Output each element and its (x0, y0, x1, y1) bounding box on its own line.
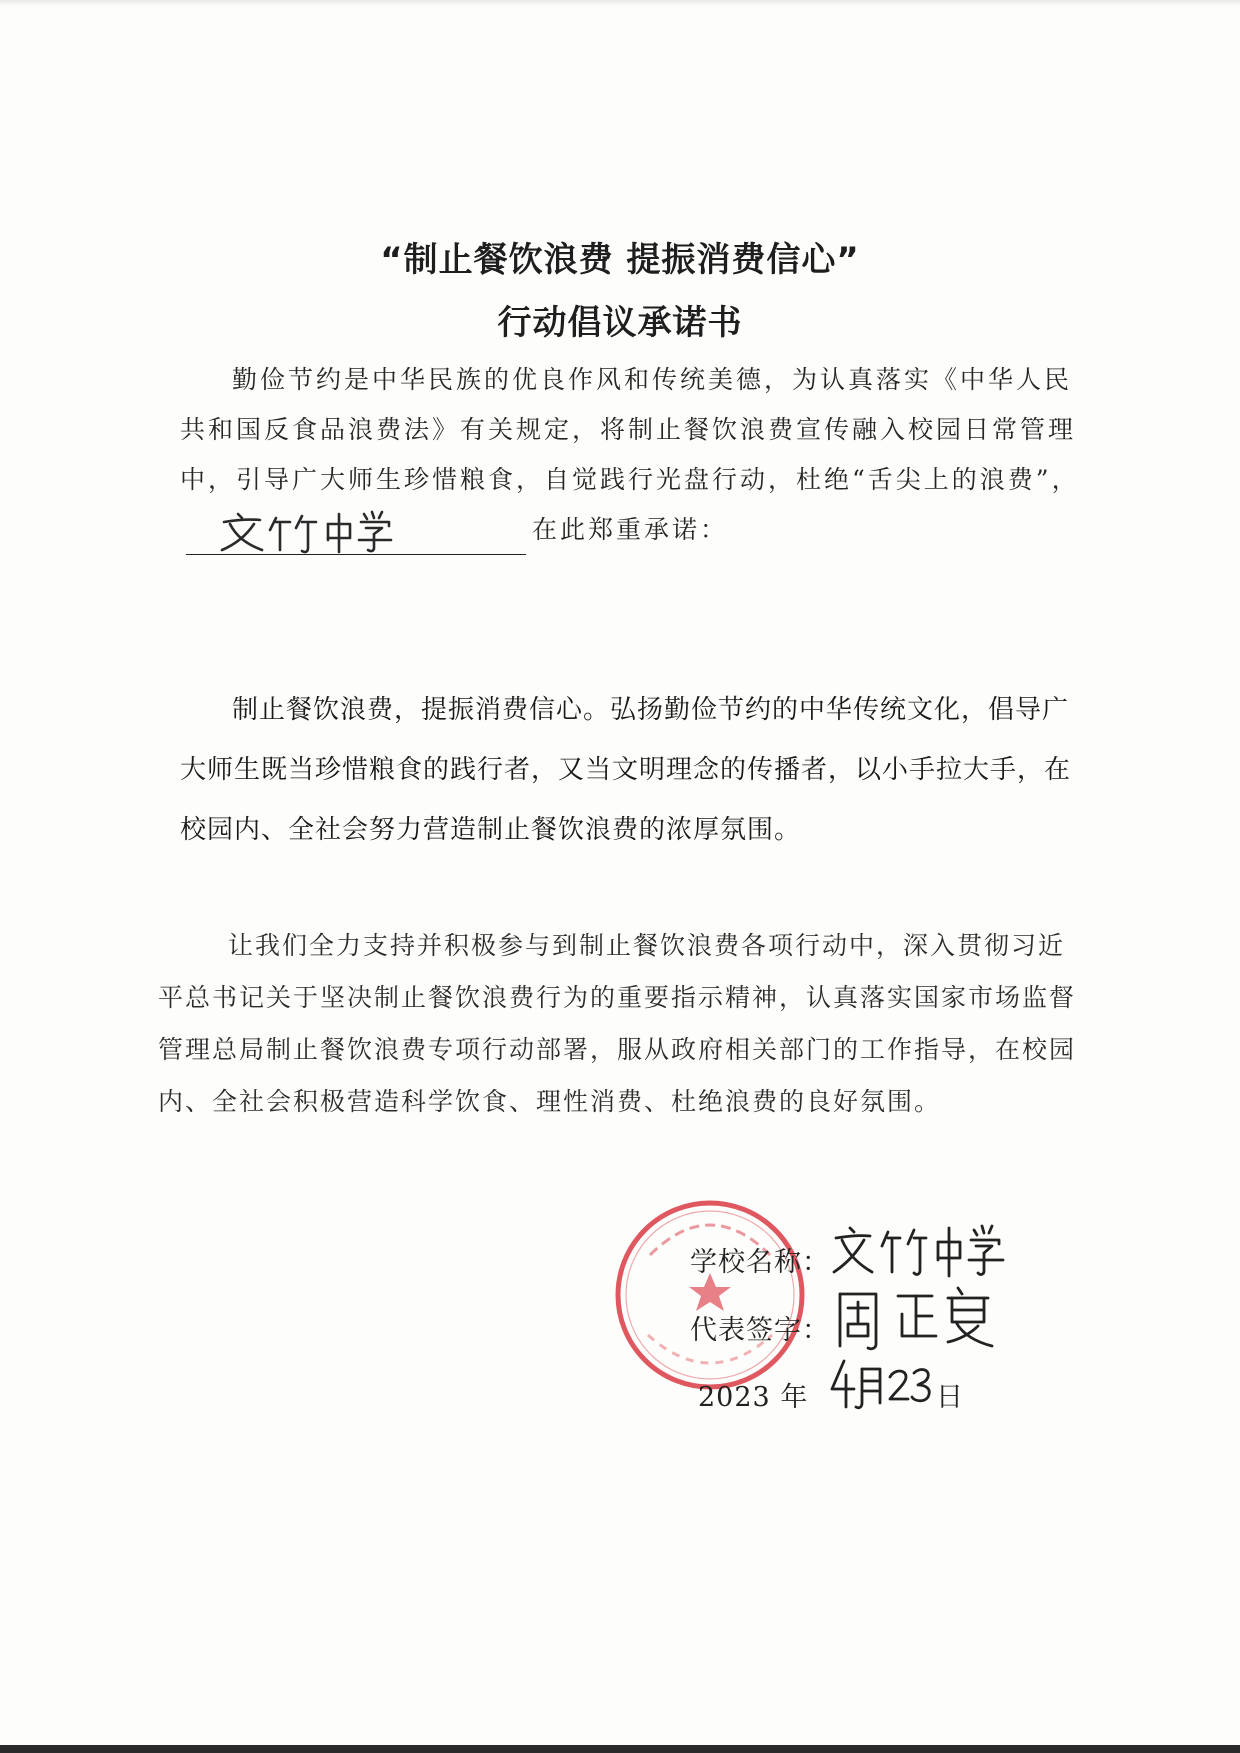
date-year-suffix: 年 (780, 1382, 809, 1413)
representative-label: 代表签字： (690, 1315, 830, 1346)
handwritten-school-name-signature (830, 1220, 1010, 1282)
date-year: 2023 (698, 1382, 771, 1413)
date-row (698, 1375, 964, 1414)
school-name-blank (186, 518, 526, 555)
paragraph-commitment-core (180, 680, 1080, 860)
scan-edge-top (0, 0, 1240, 6)
paragraph-commitment-intro (180, 355, 1080, 555)
document-title-line1: “制止餐饮浪费 提振消费信心” (380, 240, 860, 280)
paragraph1-text-after: 在此郑重承诺： (532, 515, 729, 544)
school-name-row (690, 1240, 830, 1279)
document-title-line2: 行动倡议承诺书 (497, 303, 743, 343)
scan-edge-bottom (0, 1745, 1240, 1753)
paragraph1-text-before: 勤俭节约是中华民族的优良作风和传统美德，为认真落实《中华人民共和国反食品浪费法》有关规定，将制止餐饮浪费宣传融入校园日常管理中，引导广大师生珍惜粮食，自觉践行光盘行动，杜绝“舌尖上的浪费”， (180, 365, 1080, 494)
handwritten-month-day (826, 1355, 936, 1413)
handwritten-school-name (216, 508, 406, 554)
handwritten-representative-signature (828, 1280, 1018, 1354)
representative-row (690, 1308, 830, 1347)
paragraph3-text: 让我们全力支持并积极参与到制止餐饮浪费各项行动中，深入贯彻习近平总书记关于坚决制止餐饮浪费行为的重要指示精神，认真落实国家市场监督管理总局制止餐饮浪费专项行动部署，服从政府相关部门的工作指导，在校园内、全社会积极营造科学饮食、理性消费、杜绝浪费的良好氛围。 (158, 931, 1077, 1116)
date-day-suffix: 日 (936, 1382, 964, 1413)
school-name-label: 学校名称： (690, 1247, 830, 1278)
school-seal-stamp (610, 1195, 810, 1395)
paragraph2-text: 制止餐饮浪费，提振消费信心。弘扬勤俭节约的中华传统文化，倡导广大师生既当珍惜粮食的践行者，又当文明理念的传播者，以小手拉大手，在校园内、全社会努力营造制止餐饮浪费的浓厚氛围。 (180, 695, 1072, 845)
paragraph-commitment-action (158, 920, 1083, 1128)
